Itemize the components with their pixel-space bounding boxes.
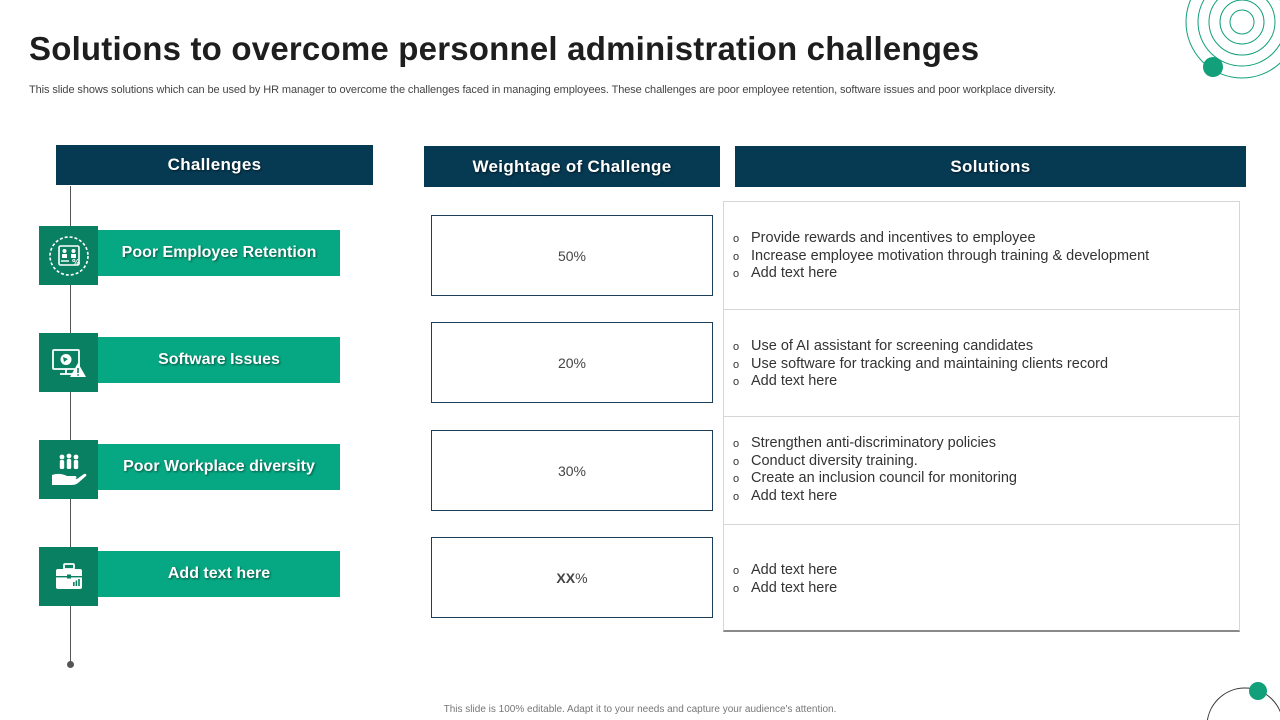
solution-row xyxy=(724,310,1239,417)
challenge-label: Software Issues xyxy=(98,337,340,383)
challenge-label: Poor Workplace diversity xyxy=(98,444,340,490)
page-title: Solutions to overcome personnel administration challenges xyxy=(29,30,980,67)
weightage-box xyxy=(431,430,713,511)
solution-item: o Add text here xyxy=(733,488,1017,506)
solution-item: o Create an inclusion council for monitoring xyxy=(733,470,1017,488)
software-warning-icon xyxy=(39,333,98,392)
solution-row xyxy=(724,417,1239,525)
diversity-hand-icon xyxy=(39,440,98,499)
solutions-table xyxy=(723,201,1240,632)
solution-list xyxy=(733,435,1017,505)
solution-item: o Add text here xyxy=(733,265,1149,283)
challenge-label: Add text here xyxy=(98,551,340,597)
challenge-label: Poor Employee Retention xyxy=(98,230,340,276)
solution-list xyxy=(733,562,837,597)
employee-retention-icon xyxy=(39,226,98,285)
solution-item: o Add text here xyxy=(733,373,1108,391)
briefcase-icon xyxy=(39,547,98,606)
solutions-header: Solutions xyxy=(735,146,1246,187)
solution-item: o Conduct diversity training. xyxy=(733,453,1017,471)
solution-item: o Add text here xyxy=(733,580,837,598)
solution-item: o Add text here xyxy=(733,562,837,580)
footer-note: This slide is 100% editable. Adapt it to your needs and capture your audience's attention. xyxy=(443,704,837,715)
page-subtitle: This slide shows solutions which can be used by HR manager to overcome the challenges faced in managing employees. These challenges are poor employee retention, software issues and poor workplace diversity. xyxy=(29,84,1057,96)
weightage-value: XX% xyxy=(556,569,588,586)
solution-item: o Strengthen anti-discriminatory policies xyxy=(733,435,1017,453)
weightage-value: 30% xyxy=(557,462,587,479)
svg-text:%: % xyxy=(71,257,80,267)
decorative-rings-icon xyxy=(1180,0,1280,90)
solution-item: o Use of AI assistant for screening candidates xyxy=(733,338,1108,356)
weightage-value: 50% xyxy=(557,247,587,264)
weightage-box xyxy=(431,215,713,296)
solution-list xyxy=(733,338,1108,391)
solution-row xyxy=(724,202,1239,310)
decorative-arc-icon xyxy=(1205,676,1280,720)
weightage-value: 20% xyxy=(557,354,587,371)
weightage-box xyxy=(431,322,713,403)
solution-item: o Provide rewards and incentives to employee xyxy=(733,230,1149,248)
solution-list xyxy=(733,230,1149,283)
solution-item: o Use software for tracking and maintaining clients record xyxy=(733,356,1108,374)
solution-item: o Increase employee motivation through training & development xyxy=(733,248,1149,266)
solution-row xyxy=(724,525,1239,631)
timeline-end-dot xyxy=(67,661,74,668)
weightage-header: Weightage of Challenge xyxy=(424,146,720,187)
challenges-header: Challenges xyxy=(56,145,373,185)
weightage-box xyxy=(431,537,713,618)
